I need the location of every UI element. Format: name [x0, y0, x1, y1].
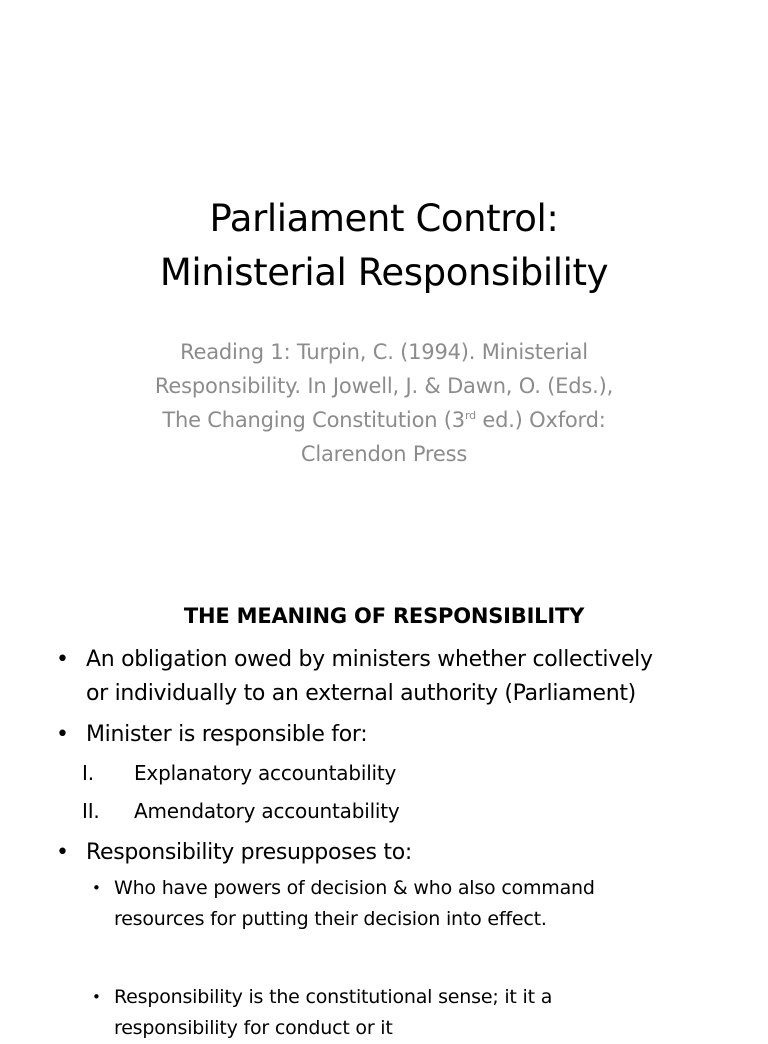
sub-bullet-line: resources for putting their decision into effect.: [114, 908, 547, 930]
bullet-line: An obligation owed by ministers whether collectively: [86, 647, 653, 672]
numbered-item-text: Amendatory accountability: [134, 799, 400, 823]
bullet-dot: •: [56, 840, 69, 865]
subtitle-line-2: Responsibility. In Jowell, J. & Dawn, O. (Eds.),: [154, 374, 614, 398]
subtitle-line-1: Reading 1: Turpin, C. (1994). Ministerial: [180, 340, 588, 364]
bullet-dot: •: [56, 722, 69, 747]
section-heading: THE MEANING OF RESPONSIBILITY: [183, 604, 585, 628]
numbered-item-number: II.: [82, 799, 100, 823]
slide-subtitle: [100, 335, 668, 471]
sub-bullet-line: Who have powers of decision & who also command: [114, 877, 595, 899]
numbered-item-text: Explanatory accountability: [134, 761, 397, 785]
subtitle-line-3: [100, 403, 668, 437]
title-line-1: Parliament Control:: [209, 197, 559, 240]
bullet-line: Minister is responsible for:: [86, 722, 368, 747]
sub-bullet-line: responsibility for conduct or it: [114, 1017, 393, 1039]
slide-title: [0, 192, 768, 300]
bullet-dot: •: [56, 647, 69, 672]
ordinal-superscript: rd: [464, 409, 476, 422]
sub-bullet-dot: •: [92, 879, 101, 897]
subtitle-line-3-start: The Changing Constitution (3: [162, 408, 465, 432]
subtitle-line-4: Clarendon Press: [300, 442, 468, 466]
bullet-text: [86, 836, 412, 870]
sub-bullet-dot: •: [92, 988, 101, 1006]
title-line-2: Ministerial Responsibility: [159, 251, 609, 294]
sub-bullet-text: [114, 873, 595, 935]
sub-bullet-text: [114, 982, 552, 1044]
bullet-line: Responsibility presupposes to:: [86, 840, 412, 865]
subtitle-line-3-end: ed.) Oxford:: [475, 408, 606, 432]
numbered-item-number: I.: [82, 761, 94, 785]
sub-bullet-line: Responsibility is the constitutional sense; it it a: [114, 986, 553, 1008]
bullet-text: [86, 643, 653, 711]
bullet-line: or individually to an external authority (Parliament): [86, 681, 636, 706]
bullet-text: [86, 718, 367, 752]
